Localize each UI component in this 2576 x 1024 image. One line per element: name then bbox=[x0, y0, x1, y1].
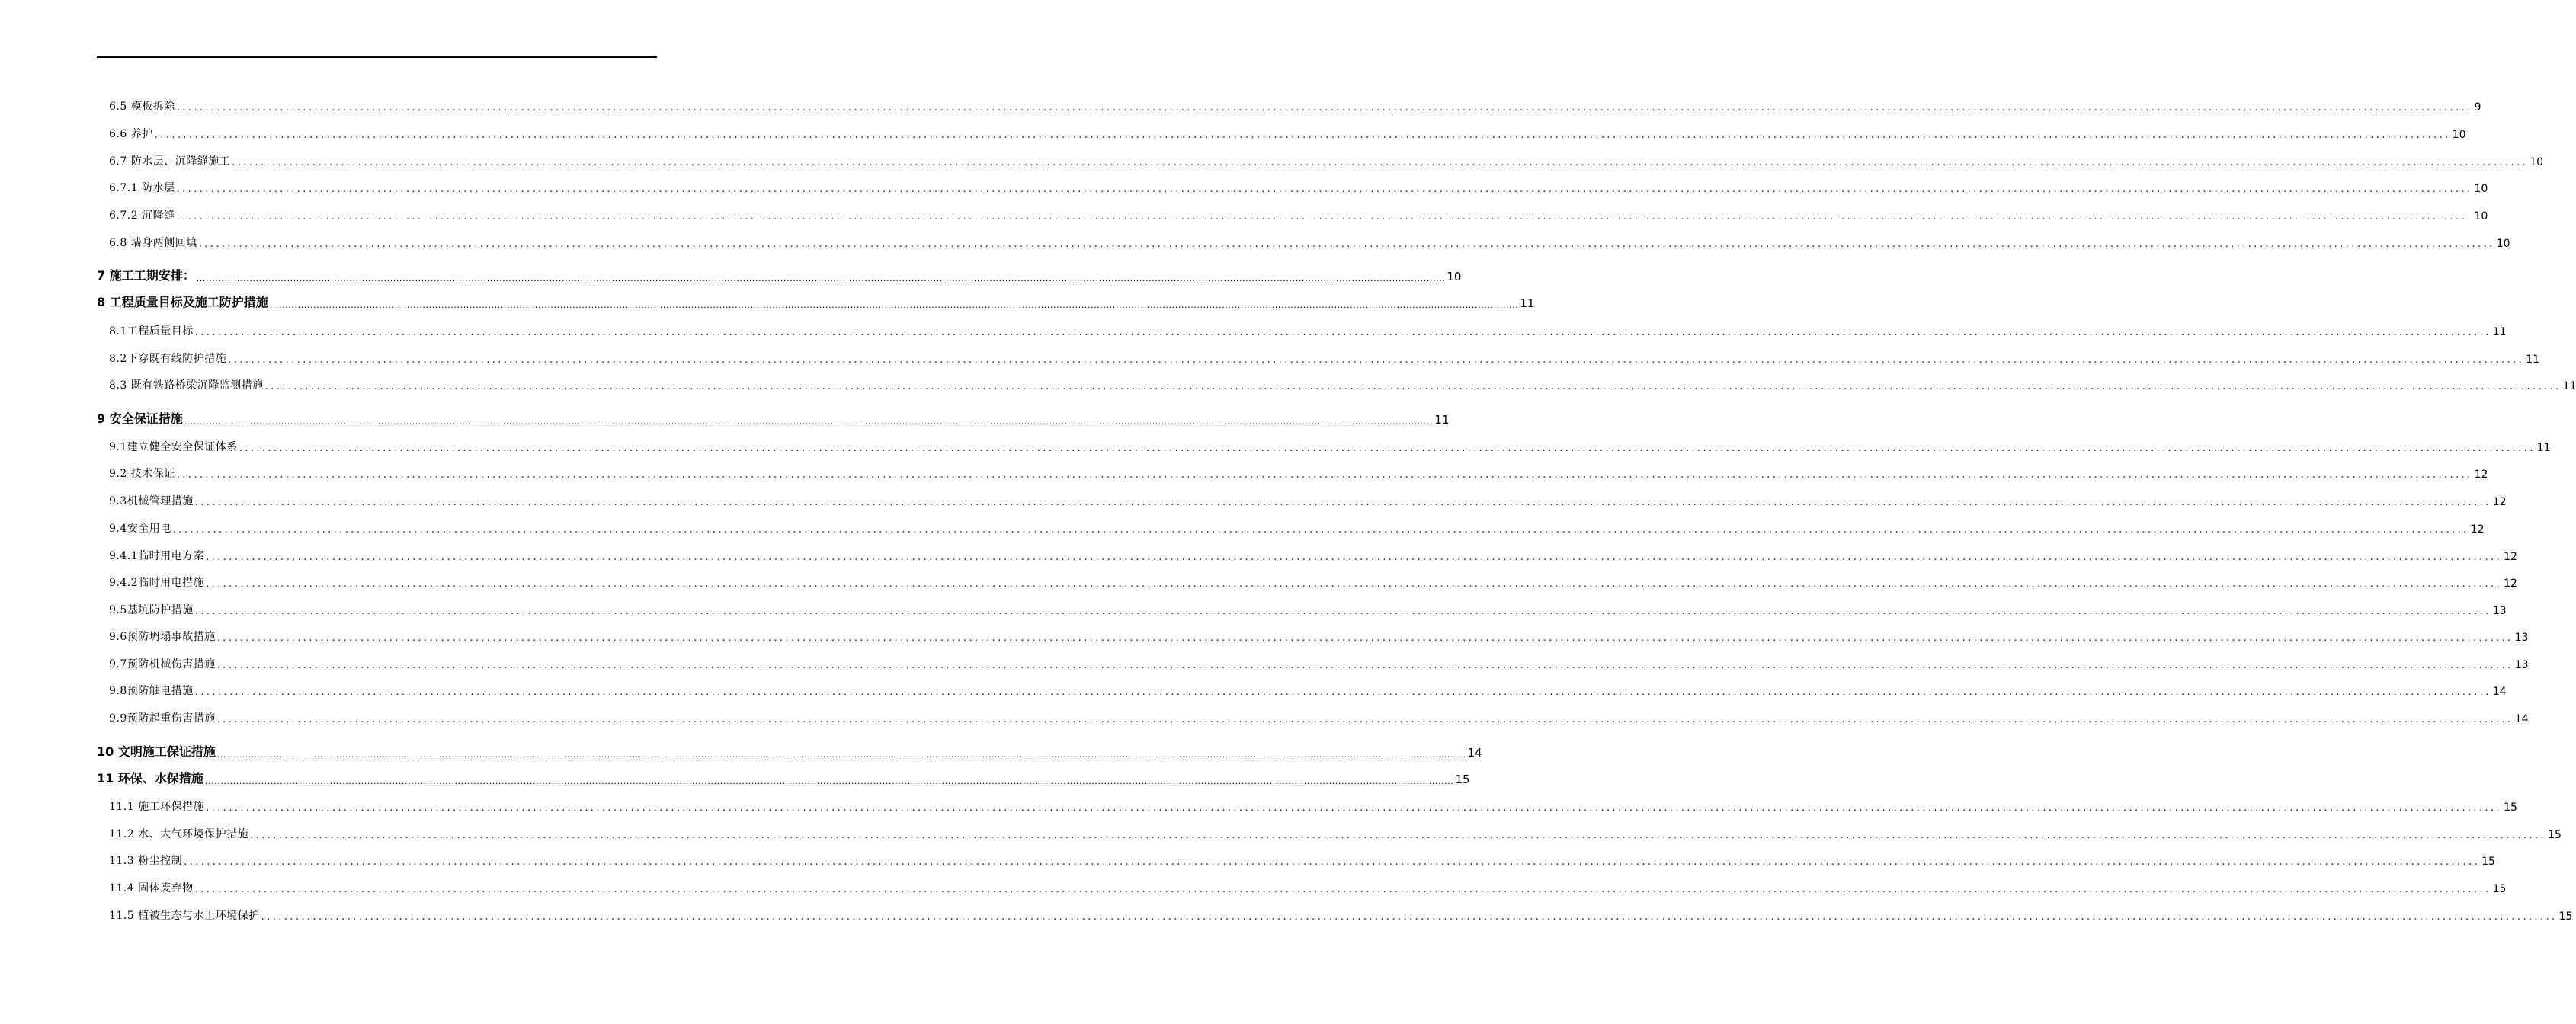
toc-entry-label: 11.5 植被生态与水土环境保护 bbox=[109, 910, 260, 922]
toc-page-number: 15 bbox=[2492, 883, 2507, 895]
toc-dot-leader: ................................................................................................................................................................................................................................................................................................................................................................................................................ bbox=[204, 776, 1454, 786]
toc-entry-label: 9.2 技术保证 bbox=[109, 468, 175, 480]
toc-dot-leader: ................................................................................................................................................................................................................................................................................................................................................................................................................ bbox=[232, 157, 2529, 168]
toc-section-entry[interactable] bbox=[109, 123, 2466, 141]
toc-entry-label: 9 安全保证措施 bbox=[97, 411, 183, 426]
toc-dot-leader: ................................................................................................................................................................................................................................................................................................................................................................................................................ bbox=[239, 443, 2536, 454]
toc-entry-label: 11.1 施工环保措施 bbox=[109, 801, 205, 813]
toc-page-number: 11 bbox=[1434, 413, 1450, 427]
toc-entry-label: 9.5基坑防护措施 bbox=[109, 604, 194, 616]
toc-dot-leader: ................................................................................................................................................................................................................................................................................................................................................................................................................ bbox=[261, 911, 2558, 923]
toc-section-entry[interactable] bbox=[109, 517, 2485, 536]
toc-entry-label: 9.1建立健全安全保证体系 bbox=[109, 441, 238, 453]
toc-entry-label: 11.2 水、大气环境保护措施 bbox=[109, 828, 249, 840]
toc-section-entry[interactable] bbox=[109, 150, 2543, 168]
toc-entry-label: 8 工程质量目标及施工防护措施 bbox=[97, 295, 268, 309]
toc-dot-leader: ................................................................................................................................................................................................................................................................................................................................................................................................................ bbox=[216, 632, 2514, 644]
toc-dot-leader: ................................................................................................................................................................................................................................................................................................................................................................................................................ bbox=[269, 300, 1519, 310]
toc-page-number: 13 bbox=[2514, 632, 2529, 644]
toc-entry-label: 6.7 防水层、沉降缝施工 bbox=[109, 155, 231, 168]
toc-page-number: 11 bbox=[1520, 296, 1535, 310]
toc-entry-label: 6.7.1 防水层 bbox=[109, 182, 175, 194]
toc-dot-leader: ................................................................................................................................................................................................................................................................................................................................................................................................................ bbox=[194, 606, 2491, 617]
toc-page-number: 12 bbox=[2492, 496, 2507, 508]
toc-dot-leader: ................................................................................................................................................................................................................................................................................................................................................................................................................ bbox=[194, 327, 2491, 338]
toc-entry-label: 10 文明施工保证措施 bbox=[97, 744, 216, 759]
toc-dot-leader: ................................................................................................................................................................................................................................................................................................................................................................................................................ bbox=[216, 714, 2514, 725]
toc-section-entry[interactable] bbox=[109, 320, 2507, 338]
toc-chapter-entry[interactable] bbox=[97, 292, 1535, 310]
toc-entry-label: 6.7.2 沉降缝 bbox=[109, 210, 175, 222]
toc-section-entry[interactable] bbox=[109, 599, 2507, 617]
toc-entry-label: 11.3 粉尘控制 bbox=[109, 855, 183, 867]
toc-entry-label: 9.6预防坍塌事故措施 bbox=[109, 631, 216, 643]
toc-page-number: 10 bbox=[2452, 129, 2466, 141]
toc-page-number: 15 bbox=[2504, 802, 2517, 814]
toc-page-number: 15 bbox=[2558, 910, 2573, 923]
toc-dot-leader: ................................................................................................................................................................................................................................................................................................................................................................................................................ bbox=[176, 184, 2473, 195]
toc-section-entry[interactable] bbox=[109, 462, 2488, 481]
toc-page-number: 11 bbox=[2492, 326, 2507, 338]
toc-dot-leader: ................................................................................................................................................................................................................................................................................................................................................................................................................ bbox=[216, 660, 2514, 671]
toc-page-number: 10 bbox=[1447, 270, 1462, 283]
toc-dot-leader: ................................................................................................................................................................................................................................................................................................................................................................................................................ bbox=[172, 524, 2469, 536]
toc-page-number: 10 bbox=[2530, 156, 2543, 168]
toc-page-number: 12 bbox=[2504, 578, 2517, 590]
toc-entry-label: 7 施工工期安排： bbox=[97, 268, 195, 283]
toc-section-entry[interactable] bbox=[109, 707, 2529, 725]
toc-entry-label: 6.8 墙身两侧回填 bbox=[109, 237, 197, 249]
toc-page-number: 13 bbox=[2492, 605, 2507, 617]
toc-section-entry[interactable] bbox=[109, 877, 2507, 895]
toc-page-number: 9 bbox=[2474, 101, 2481, 114]
toc-section-entry[interactable] bbox=[109, 204, 2488, 222]
toc-page-number: 12 bbox=[2474, 469, 2488, 481]
toc-dot-leader: ................................................................................................................................................................................................................................................................................................................................................................................................................ bbox=[196, 274, 1446, 283]
toc-entry-label: 8.3 既有铁路桥梁沉降监测措施 bbox=[109, 379, 264, 392]
toc-entry-label: 11.4 固体废弃物 bbox=[109, 882, 194, 894]
toc-dot-leader: ................................................................................................................................................................................................................................................................................................................................................................................................................ bbox=[176, 211, 2473, 222]
toc-page-number: 10 bbox=[2474, 183, 2488, 195]
toc-page-number: 15 bbox=[1455, 773, 1470, 786]
toc-section-entry[interactable] bbox=[109, 95, 2481, 114]
toc-entry-label: 11 环保、水保措施 bbox=[97, 771, 203, 786]
toc-entry-label: 6.6 养护 bbox=[109, 128, 153, 140]
toc-dot-leader: ................................................................................................................................................................................................................................................................................................................................................................................................................ bbox=[206, 802, 2503, 814]
toc-entry-label: 9.4.2临时用电措施 bbox=[109, 577, 205, 589]
toc-entry-label: 9.4.1临时用电方案 bbox=[109, 550, 205, 562]
toc-page-number: 12 bbox=[2470, 523, 2485, 536]
toc-entry-label: 8.2下穿既有线防护措施 bbox=[109, 353, 227, 365]
toc-page-number: 14 bbox=[2514, 713, 2529, 725]
toc-chapter-entry[interactable] bbox=[97, 265, 1462, 283]
toc-chapter-entry[interactable] bbox=[97, 741, 1482, 760]
toc-dot-leader: ................................................................................................................................................................................................................................................................................................................................................................................................................ bbox=[228, 354, 2525, 366]
toc-section-entry[interactable] bbox=[109, 436, 2551, 454]
toc-dot-leader: ................................................................................................................................................................................................................................................................................................................................................................................................................ bbox=[194, 884, 2491, 895]
toc-section-entry[interactable] bbox=[109, 232, 2510, 250]
toc-section-entry[interactable] bbox=[109, 850, 2495, 868]
toc-page-number: 15 bbox=[2481, 856, 2495, 868]
toc-section-entry[interactable] bbox=[109, 904, 2573, 923]
toc-dot-leader: ................................................................................................................................................................................................................................................................................................................................................................................................................ bbox=[184, 417, 1434, 427]
toc-entry-label: 6.5 模板拆除 bbox=[109, 101, 175, 113]
toc-entry-label: 9.7预防机械伤害措施 bbox=[109, 658, 216, 670]
toc-dot-leader: ................................................................................................................................................................................................................................................................................................................................................................................................................ bbox=[206, 578, 2503, 590]
toc-page-number: 10 bbox=[2474, 210, 2488, 222]
toc-dot-leader: ................................................................................................................................................................................................................................................................................................................................................................................................................ bbox=[206, 552, 2503, 563]
toc-chapter-entry[interactable] bbox=[97, 408, 1450, 427]
toc-dot-leader: ................................................................................................................................................................................................................................................................................................................................................................................................................ bbox=[184, 856, 2481, 868]
toc-page-number: 12 bbox=[2504, 551, 2517, 563]
toc-entry-label: 8.1工程质量目标 bbox=[109, 325, 194, 338]
toc-dot-leader: ................................................................................................................................................................................................................................................................................................................................................................................................................ bbox=[216, 750, 1466, 760]
toc-page-number: 15 bbox=[2548, 829, 2562, 841]
toc-section-entry[interactable] bbox=[109, 626, 2529, 644]
toc-section-entry[interactable] bbox=[109, 347, 2540, 366]
toc-section-entry[interactable] bbox=[109, 653, 2529, 671]
toc-page-number: 14 bbox=[1467, 746, 1482, 760]
toc-dot-leader: ................................................................................................................................................................................................................................................................................................................................................................................................................ bbox=[264, 381, 2562, 392]
toc-entry-label: 9.4安全用电 bbox=[109, 523, 171, 535]
toc-chapter-entry[interactable] bbox=[97, 768, 1470, 786]
toc-dot-leader: ................................................................................................................................................................................................................................................................................................................................................................................................................ bbox=[194, 497, 2491, 508]
toc-section-entry[interactable] bbox=[109, 680, 2507, 698]
toc-page-number: 11 bbox=[2536, 442, 2551, 454]
toc-entry-label: 9.3机械管理措施 bbox=[109, 495, 194, 507]
toc-entry-label: 9.9预防起重伤害措施 bbox=[109, 712, 216, 725]
toc-dot-leader: ................................................................................................................................................................................................................................................................................................................................................................................................................ bbox=[154, 130, 2451, 141]
toc-dot-leader: ................................................................................................................................................................................................................................................................................................................................................................................................................ bbox=[198, 238, 2495, 250]
toc-dot-leader: ................................................................................................................................................................................................................................................................................................................................................................................................................ bbox=[250, 830, 2547, 841]
toc-entry-label: 9.8预防触电措施 bbox=[109, 685, 194, 697]
toc-dot-leader: ................................................................................................................................................................................................................................................................................................................................................................................................................ bbox=[176, 102, 2473, 114]
toc-page-number: 14 bbox=[2492, 686, 2507, 698]
toc-section-entry[interactable] bbox=[109, 823, 2562, 841]
toc-page-number: 11 bbox=[2562, 380, 2576, 392]
toc-section-entry[interactable] bbox=[109, 374, 2576, 392]
toc-section-entry[interactable] bbox=[109, 545, 2517, 563]
toc-page-number: 11 bbox=[2526, 354, 2540, 366]
toc-section-entry[interactable] bbox=[109, 795, 2517, 814]
toc-page-number: 10 bbox=[2496, 238, 2510, 250]
toc-section-entry[interactable] bbox=[109, 571, 2517, 590]
toc-section-entry[interactable] bbox=[109, 490, 2507, 508]
toc-dot-leader: ................................................................................................................................................................................................................................................................................................................................................................................................................ bbox=[176, 469, 2473, 481]
toc-section-entry[interactable] bbox=[109, 177, 2488, 195]
toc-page-number: 13 bbox=[2514, 659, 2529, 671]
toc-dot-leader: ................................................................................................................................................................................................................................................................................................................................................................................................................ bbox=[194, 686, 2491, 698]
